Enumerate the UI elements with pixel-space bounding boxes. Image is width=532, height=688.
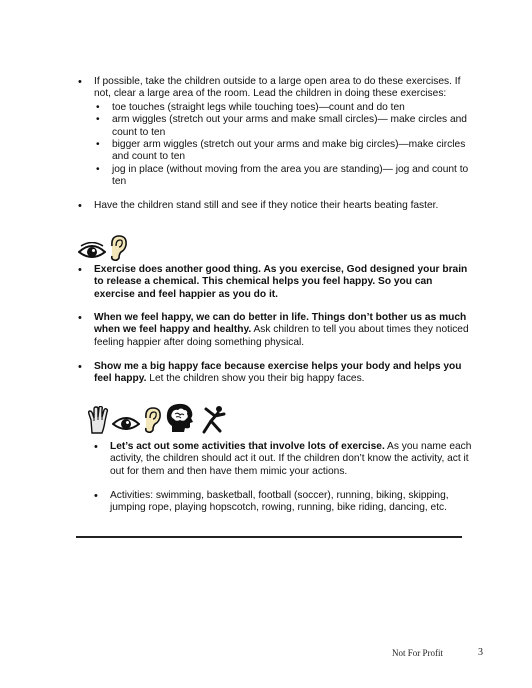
ear-icon — [108, 234, 128, 262]
bullet-marker: • — [78, 361, 82, 373]
exercise-intro-text: If possible, take the children outside to a large open area to do these exercises. If not, clear a large area of the room. Lead the children in doing these exercises: — [94, 76, 461, 100]
page-number: 3 — [478, 647, 483, 658]
exercise-list — [94, 102, 470, 189]
exercise-item: • jog in place (without moving from the area you are standing)— jog and count to ten — [94, 164, 470, 189]
bullet-exercise-intro — [78, 76, 470, 189]
exercise-item: • toe touches (straight legs while touching toes)—count and do ten — [94, 102, 470, 114]
bullet-marker: • — [94, 490, 98, 502]
bullet-act-out — [94, 441, 484, 478]
happy-face-text: Let the children show you their big happy faces. — [146, 373, 365, 385]
eye-icon — [112, 414, 140, 434]
bullet-feel-happy — [78, 312, 474, 349]
footer-label: Not For Profit — [392, 648, 444, 658]
stretching-figure-icon — [198, 404, 228, 434]
activity-icons-row — [86, 402, 228, 434]
activities-text: Activities: swimming, basketball, football (soccer), running, biking, skipping, jumping rope, playing hopscotch, rowing, running, bike riding, dancing, etc. — [110, 490, 449, 514]
exercise-chemical-text: Exercise does another good thing. As you exercise, God designed your brain to release a chemical. This chemical helps you feel happy. So you can exercise and feel happier as you do it. — [94, 264, 468, 300]
bullet-marker: • — [78, 312, 82, 324]
feel-happy-text: Ask children to tell you about times they noticed feeling happier after doing something physical. — [94, 324, 469, 348]
bullet-happy-face — [78, 361, 474, 386]
bullet-marker: • — [78, 264, 82, 276]
bullet-marker: • — [78, 76, 82, 88]
horizontal-divider — [76, 536, 462, 538]
exercise-item: • bigger arm wiggles (stretch out your arms and make big circles)—make circles and count to ten — [94, 139, 470, 164]
feel-happy-bold-text: When we feel happy, we can do better in life. Things don’t bother us as much when we feel happy and healthy. — [94, 312, 467, 336]
sense-icons-row — [78, 234, 128, 262]
hand-icon — [86, 406, 110, 434]
bullet-activities — [94, 490, 484, 515]
bullet-marker: • — [94, 441, 98, 453]
act-out-bold-text: Let’s act out some activities that involve lots of exercise. — [110, 441, 385, 452]
happy-face-bold-text: Show me a big happy face because exercise helps your body and helps you feel happy. — [94, 361, 462, 385]
act-out-text: As you name each activity, the children should act it out. If the children don’t know the activity, act it out for them and then have them mimic your actions. — [110, 441, 472, 477]
head-brain-icon — [164, 402, 196, 434]
exercise-item: • arm wiggles (stretch out your arms and make small circles)— make circles and count to ten — [94, 114, 470, 139]
bullet-exercise-chemical — [78, 264, 474, 301]
ear-icon — [142, 406, 162, 434]
heartbeat-text: Have the children stand still and see if they notice their hearts beating faster. — [94, 200, 439, 211]
eye-icon — [78, 242, 106, 262]
bullet-heartbeat — [78, 200, 470, 212]
bullet-marker: • — [78, 200, 82, 212]
